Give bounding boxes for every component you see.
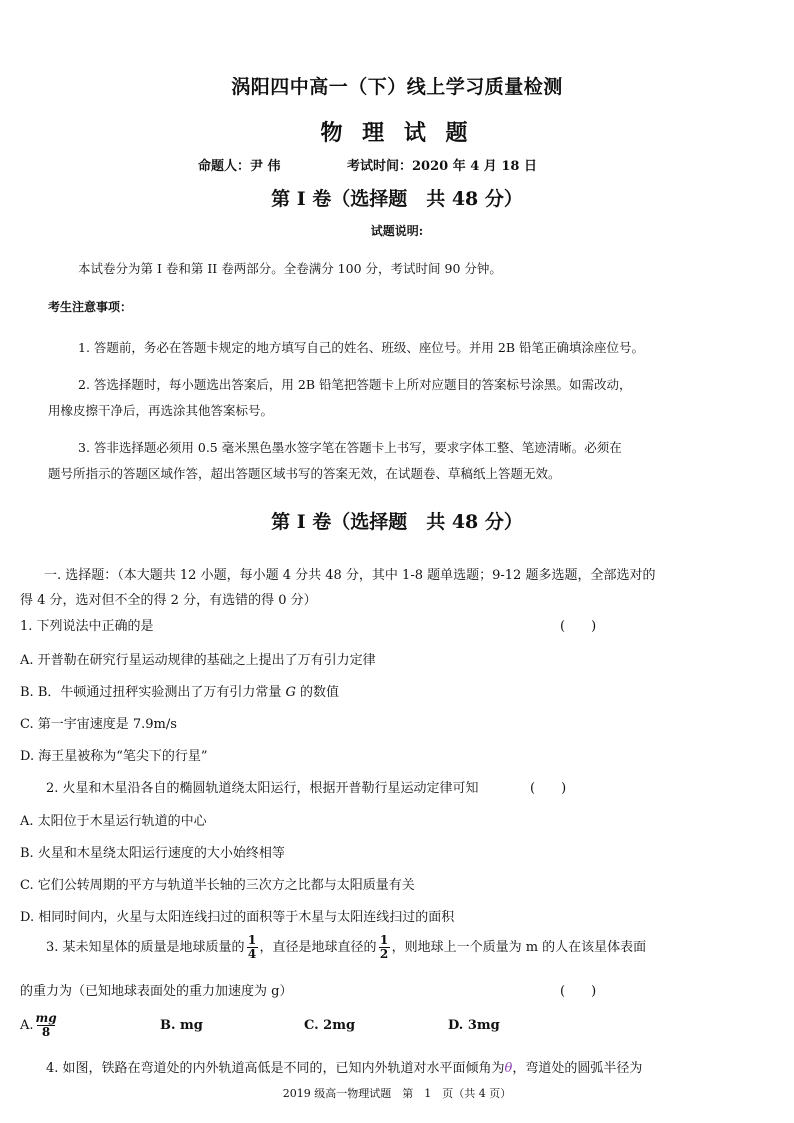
notice-2-line1: 2. 答选择题时，每小题选出答案后，用 2B 铅笔把答题卡上所对应题目的答案标号涂黑。如需改动， xyxy=(78,377,632,392)
notice-1: 1. 答题前，务必在答题卡规定的地方填写自己的姓名、班级、座位号。并用 2B 铅笔正确填涂座位号。 xyxy=(78,340,644,355)
notice-3-line2: 题号所指示的答题区域作答，超出答题区域书写的答案无效，在试题卷、草稿纸上答题无效。 xyxy=(48,466,561,481)
notice-3-line1: 3. 答非选择题必须用 0.5 毫米黑色墨水签字笔在答题卡上书写，要求字体工整、笔迹清晰。必须在 xyxy=(78,440,622,455)
instructions-text: 本试卷分为第 I 卷和第 II 卷两部分。全卷满分 100 分，考试时间 90 分钟。 xyxy=(78,261,502,276)
frac1-numerator: 1 xyxy=(247,933,257,947)
q2-option-d: D. 相同时间内，火星与太阳连线扫过的面积等于木星与太阳连线扫过的面积 xyxy=(20,910,455,925)
section1-line1: 一. 选择题：（本大题共 12 小题，每小题 4 分共 48 分，其中 1-8 题单选题；9-12 题多选题，全部选对的 xyxy=(44,568,656,583)
frac-mg-numerator: mg xyxy=(35,1011,57,1025)
theta-symbol: θ xyxy=(504,1061,513,1076)
q1-answer-paren: ( ) xyxy=(560,619,597,634)
part1-heading: 第 I 卷（选择题 共 48 分） xyxy=(271,188,523,210)
q3-stem-part3: ，则地球上一个质量为 m 的人在该星体表面 xyxy=(391,940,647,955)
exam-time: 考试时间：2020 年 4 月 18 日 xyxy=(347,159,537,174)
q2-option-b: B. 火星和木星绕太阳运行速度的大小始终相等 xyxy=(20,846,285,861)
q1-option-a: A. 开普勒在研究行星运动规律的基础之上提出了万有引力定律 xyxy=(20,653,376,668)
school-title: 涡阳四中高一（下）线上学习质量检测 xyxy=(231,76,563,98)
q1-option-b-suffix: 的数值 xyxy=(295,685,340,700)
subject-title: 物 理 试 题 xyxy=(320,120,474,146)
q1-option-c: C. 第一宇宙速度是 7.9m/s xyxy=(20,717,177,732)
gravitational-constant-symbol: G xyxy=(285,685,296,700)
q4-stem-prefix: 4. 如图，铁路在弯道处的内外轨道高低是不同的，已知内外轨道对水平面倾角为 xyxy=(46,1061,505,1076)
q3-stem-line1 xyxy=(46,934,646,961)
q3-option-c: C. 2mg xyxy=(304,1018,356,1033)
q4-stem-suffix: ，弯道处的圆弧半径为 xyxy=(512,1061,643,1076)
notice-title: 考生注意事项： xyxy=(48,300,133,314)
fraction-one-quarter xyxy=(247,934,258,961)
q3-stem-part1: 3. 某未知星体的质量是地球质量的 xyxy=(46,940,245,955)
q2-option-a: A. 太阳位于木星运行轨道的中心 xyxy=(20,814,207,829)
q3-answer-paren: ( ) xyxy=(560,984,597,999)
part1-heading-repeat: 第 I 卷（选择题 共 48 分） xyxy=(271,511,523,533)
q1-option-b xyxy=(20,681,339,700)
section1-line2: 得 4 分，选对但不全的得 2 分，有选错的得 0 分） xyxy=(20,593,317,608)
notice-2-line2: 用橡皮擦干净后，再选涂其他答案标号。 xyxy=(48,403,274,418)
q3-stem-line2: 的重力为（已知地球表面处的重力加速度为 g） xyxy=(20,984,293,999)
q3-option-d: D. 3mg xyxy=(448,1018,500,1033)
q2-option-c: C. 它们公转周期的平方与轨道半长轴的三次方之比都与太阳质量有关 xyxy=(20,878,415,893)
q3-stem-part2: ，直径是地球直径的 xyxy=(259,940,377,955)
q3-option-a-label: A. xyxy=(20,1018,34,1033)
q3-option-b: B. mg xyxy=(160,1018,203,1033)
fraction-mg-over-8 xyxy=(36,1012,57,1039)
instructions-title: 试题说明: xyxy=(370,224,424,238)
q4-stem xyxy=(46,1057,642,1076)
fraction-one-half xyxy=(379,934,390,961)
q1-stem: 1. 下列说法中正确的是 xyxy=(20,619,154,634)
q3-option-a xyxy=(20,1012,59,1039)
q2-stem: 2. 火星和木星沿各自的椭圆轨道绕太阳运行，根据开普勒行星运动定律可知 xyxy=(46,781,479,796)
author-label: 命题人：尹 伟 xyxy=(198,159,281,174)
frac1-denominator: 4 xyxy=(247,947,257,961)
q1-option-b-prefix: B. B．牛顿通过扭秤实验测出了万有引力常量 xyxy=(20,685,286,700)
frac2-numerator: 1 xyxy=(379,933,389,947)
page-footer: 2019 级高一物理试题 第 1 页（共 4 页） xyxy=(282,1087,512,1100)
q2-answer-paren: ( ) xyxy=(530,781,567,796)
q1-option-d: D. 海王星被称为“笔尖下的行星” xyxy=(20,749,208,764)
frac2-denominator: 2 xyxy=(379,947,389,961)
frac-mg-denominator: 8 xyxy=(41,1025,51,1039)
